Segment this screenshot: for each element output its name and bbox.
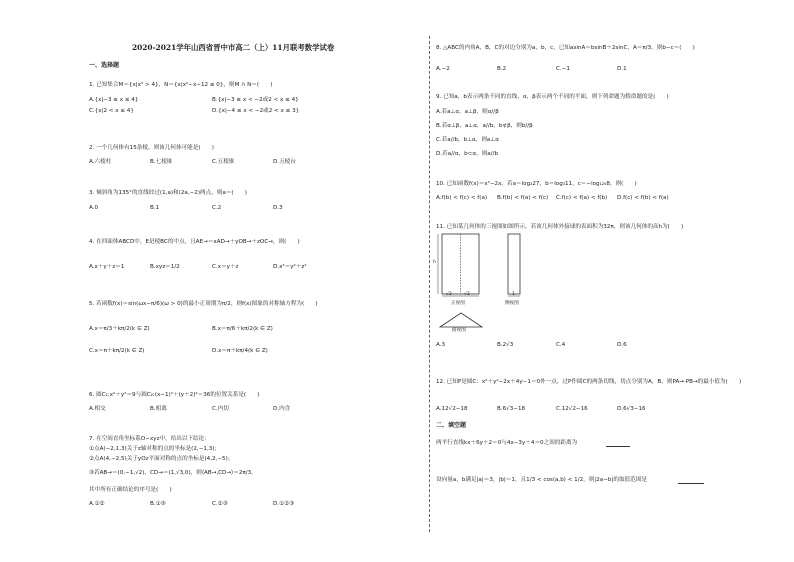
top-view-triangle [440,313,482,327]
q7-option-c: C.②③ [212,501,228,507]
q7-item-2: ②点A(4,−2,5)关于yOz平面对称的点的坐标是(4,2,−5)； [89,456,234,462]
q13-answer-blank[interactable] [606,446,630,447]
q10-option-a: A.f(b) < f(c) < f(a) [436,195,488,201]
q11-option-b: B.2√3 [497,342,514,348]
side-view-rect [508,234,520,294]
q8-option-c: C.−1 [556,66,570,72]
q10-option-b: B.f(b) < f(a) < f(c) [497,195,549,201]
q7-item-3: ③若AB→＝(0,−1,√2)，CD→＝(1,√3,0)，则⟨AB→,CD→⟩＝2π/3。 [89,470,257,476]
q1-option-b: B.{x|−3 ≤ x < −2或2 < x ≤ 4} [212,97,299,103]
q10-stem: 10. 已知函数f(x)＝x²−2x，若a＝log₂27，b＝log₃11，c＝−log₁₂₅8，则( ) [436,181,637,187]
label-dim-c: 1 [512,292,515,297]
q3-option-b: B.1 [150,205,160,211]
q12-option-a: A.12√2−18 [436,406,468,412]
q3-stem: 3. 倾斜角为135°的直线经过(1,a)和(2a,−2)两点，则a＝( ) [89,190,247,196]
q9-option-b: B.若α⊥β，a⊥α，a//b，b⊄β，则b//β [436,123,533,129]
q2-option-b: B.七棱锥 [150,159,173,165]
q12-option-d: D.6√3−16 [617,406,646,412]
q6-option-c: C.内切 [212,406,229,412]
q9-option-c: C.若a//b，b⊥α，则a⊥α [436,137,499,143]
label-dim-a: √3 [446,292,452,297]
q4-option-a: A.x＋y＋z＝1 [89,264,125,270]
q1-option-c: C.{x|2 < x ≤ 4} [89,108,134,114]
q8-option-d: D.1 [617,66,627,72]
q10-option-c: C.f(c) < f(a) < f(b) [556,195,608,201]
three-view-figure [434,232,534,334]
q7-ask: 其中所有正确结论的序号是( ) [89,487,172,493]
three-view-drawing [434,232,534,334]
q4-stem: 4. 在四面体ABCD中，E是棱BC的中点，且AE→＝xAD→＋yOB→＋zOC→，则( ) [89,239,300,245]
q5-option-d: D.x＝π＋kπ/4(k ∈ Z) [212,348,268,354]
q1-option-a: A.{x|−3 ≤ x ≤ 4} [89,97,139,103]
q9-stem: 9. 已知a，b表示两条不同的直线，α，β表示两个不同的平面，则下列命题为假命题的是( ) [436,94,669,100]
q7-option-d: D.①②③ [273,501,295,507]
section-fill: 二、填空题 [436,422,467,429]
label-dim-b: √3 [464,292,470,297]
q7-item-1: ①点A(−2,1,3)关于z轴对称的点的坐标是(2,−1,3)； [89,446,221,452]
q2-option-a: A.六棱柱 [89,159,112,165]
q2-option-c: C.五棱锥 [212,159,235,165]
q8-stem: 8. △ABC的内角A，B，C的对边分别为a，b，c，已知asinA＝bsinB＋2sinC，A＝π/3，则b−c＝( ) [436,45,695,51]
q12-option-b: B.6√3−18 [497,406,526,412]
q12-option-c: C.12√2−16 [556,406,588,412]
q3-option-a: A.0 [89,205,99,211]
q5-stem: 5. 若函数f(x)＝sin(ωx−π/6)(ω > 0)的最小正周期为π/2，则f(x)图象的对称轴方程为( ) [89,301,318,307]
q9-option-a: A.若a⊥α，a⊥β，则α//β [436,109,499,115]
q14-answer-blank[interactable] [678,483,704,484]
q2-option-d: D.五棱台 [273,159,296,165]
column-divider [429,36,430,532]
q5-option-c: C.x＝π＋kπ/2(k ∈ Z) [89,348,145,354]
section-choice: 一、选择题 [89,62,120,69]
q8-option-b: B.2 [497,66,507,72]
q1-option-d: D.{x|−4 ≤ x < −2或2 < x ≤ 3} [212,108,300,114]
q7-option-a: A.①② [89,501,105,507]
q7-stem: 7. 在空间直角坐标系O−xyz中，给出以下结论： [89,436,210,442]
q2-stem: 2. 一个几何体有15条棱，则该几何体可能是( ) [89,145,214,151]
q6-stem: 6. 圆C₁:x²＋y²＝9与圆C₂:(x−1)²＋(y＋2)²＝36的位置关系是( ) [89,392,260,398]
top-view-caption: 俯视图 [452,328,466,333]
label-h: h [433,260,436,265]
q3-option-c: C.2 [212,205,222,211]
q11-stem: 11. 已知某几何体的三视图如图所示，若该几何体外接球的表面积为32π，则该几何体的高h为( ) [436,224,684,230]
q6-option-d: D.内含 [273,406,291,412]
q4-option-b: B.xyz＝1/2 [150,264,180,270]
q5-option-b: B.x＝π/6＋kπ/2(k ∈ Z) [212,326,273,332]
q11-option-c: C.4 [556,342,566,348]
q11-option-d: D.6 [617,342,627,348]
q7-option-b: B.①③ [150,501,166,507]
q1-stem: 1. 已知集合M＝{x|x² > 4}，N＝{x|x²−x−12 ≤ 0}，则M ∩ N＝( ) [89,82,273,88]
q13-stem: 两平行直线kx＋6y＋2＝0与4x−3y＋4＝0之间的距离为 [436,440,578,446]
q10-option-d: D.f(c) < f(b) < f(a) [617,195,669,201]
q5-option-a: A.x＝π/3＋kπ/2(k ∈ Z) [89,326,150,332]
q4-option-d: D.x²＝y²＋z² [273,264,307,270]
q14-stem: 设向量a，b满足|a|＝3，|b|＝1，且1/3 < cos⟨a,b⟩ < 1/2，则|2a−b|的取值范围是 [436,477,647,483]
q12-stem: 12. 已知P是圆C：x²＋y²−2x＋4y−1＝0外一点，过P作圆C的两条切线，切点分别为A，B，则PA→·PB→的最小值为( ) [436,379,742,385]
side-view-caption: 侧视图 [505,301,519,306]
q4-option-c: C.x＝y＋z [212,264,239,270]
q3-option-d: D.3 [273,205,283,211]
page-title: 2020-2021学年山西省晋中市高二（上）11月联考数学试卷 [132,43,335,52]
q6-option-a: A.相交 [89,406,106,412]
q9-option-d: D.若a//α，b⊂α，则a//b [436,151,499,157]
q6-option-b: B.相离 [150,406,167,412]
front-view-caption: 正视图 [451,301,465,306]
q11-option-a: A.3 [436,342,446,348]
q8-option-a: A.−2 [436,66,450,72]
